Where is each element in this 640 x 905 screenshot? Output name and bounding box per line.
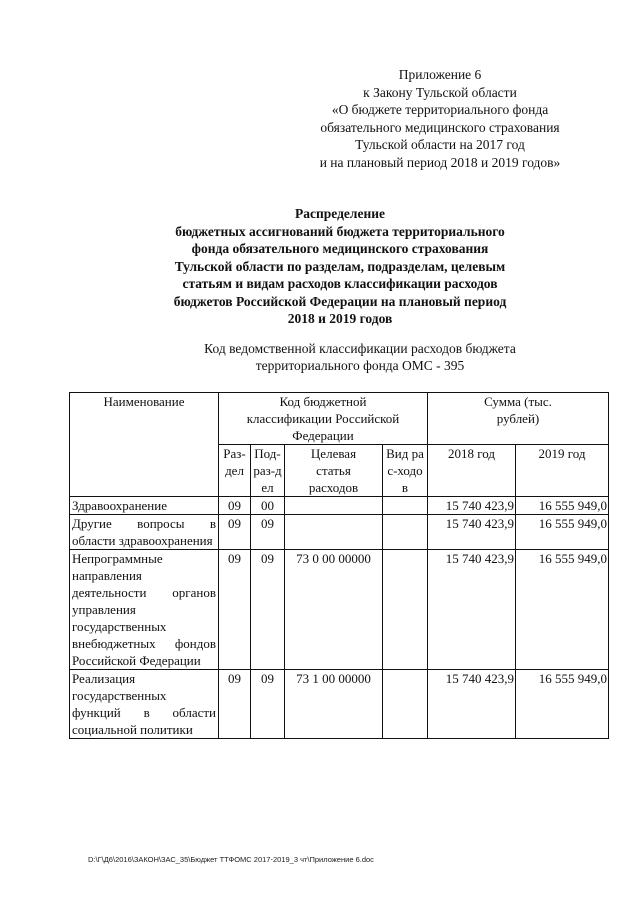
header-razdel: Раз-дел — [219, 445, 251, 497]
row-razdel: 09 — [219, 670, 251, 739]
header-target-text: Целевая статья расходов — [308, 446, 359, 495]
annex-line: обязательного медицинского страхования — [320, 119, 560, 135]
title-line: 2018 и 2019 годов — [287, 311, 393, 326]
header-sum-group-text: Сумма (тыс. рублей) — [484, 394, 552, 426]
row-sum-2019: 16 555 949,0 — [516, 550, 609, 670]
title-line: бюджетных ассигнований бюджета территориального — [175, 223, 505, 239]
file-path-footer: D:\Г\Д6\2016\ЗАКОН\ЗАС_35\Бюджет ТТФОМС 2017-2019_3 чт\Приложение 6.doc — [88, 855, 374, 864]
row-target — [285, 497, 383, 515]
row-vid — [383, 550, 428, 670]
row-podrazdel: 00 — [251, 497, 285, 515]
annex-line: Тульской области на 2017 год — [355, 137, 525, 152]
annex-line: Приложение 6 — [398, 67, 482, 82]
row-sum-2018: 15 740 423,9 — [428, 670, 516, 739]
row-podrazdel: 09 — [251, 550, 285, 670]
title-line: фонда обязательного медицинского страхования — [191, 241, 489, 256]
table-row — [70, 550, 609, 670]
row-podrazdel: 09 — [251, 670, 285, 739]
table-row — [70, 670, 609, 739]
header-target — [285, 445, 383, 497]
header-sum-group — [428, 393, 609, 445]
header-2018: 2018 год — [428, 445, 516, 497]
title-line: Тульской области по разделам, подразделам, целевым — [174, 258, 506, 274]
row-vid — [383, 670, 428, 739]
header-code-group-text: Код бюджетной классификации Российской Федерации — [246, 394, 400, 443]
row-sum-2018: 15 740 423,9 — [428, 515, 516, 550]
row-sum-2018: 15 740 423,9 — [428, 497, 516, 515]
row-target: 73 0 00 00000 — [285, 550, 383, 670]
annex-block — [300, 66, 580, 171]
annex-line: и на плановый период 2018 и 2019 годов» — [319, 154, 561, 170]
header-name: Наименование — [70, 393, 219, 497]
budget-table — [69, 392, 609, 739]
header-2019: 2019 год — [516, 445, 609, 497]
row-podrazdel: 09 — [251, 515, 285, 550]
row-name: Реализация государственных функций в области социальной политики — [70, 670, 219, 739]
row-target — [285, 515, 383, 550]
row-sum-2019: 16 555 949,0 — [516, 497, 609, 515]
annex-line: к Закону Тульской области — [363, 84, 517, 100]
row-razdel: 09 — [219, 515, 251, 550]
department-code-caption — [160, 340, 560, 374]
row-razdel: 09 — [219, 497, 251, 515]
title-line: Распределение — [294, 206, 386, 221]
row-sum-2019: 16 555 949,0 — [516, 515, 609, 550]
row-vid — [383, 515, 428, 550]
row-sum-2018: 15 740 423,9 — [428, 550, 516, 670]
header-vid: Вид рас-ходов — [383, 445, 428, 497]
table-row — [70, 515, 609, 550]
header-podrazdel: Под-раз-дел — [251, 445, 285, 497]
table-row — [70, 497, 609, 515]
header-code-group — [219, 393, 428, 445]
title-line: статьям и видам расходов классификации расходов — [182, 276, 498, 291]
row-target: 73 1 00 00000 — [285, 670, 383, 739]
table-header-row — [70, 393, 609, 445]
row-name: Здравоохранение — [70, 497, 219, 515]
row-vid — [383, 497, 428, 515]
document-title — [120, 205, 560, 328]
row-name: Непрограммные направления деятельности органов управления государственных внебюджетных фондов Российской Федерации — [70, 550, 219, 670]
title-line: бюджетов Российской Федерации на плановый период — [173, 293, 507, 309]
annex-line: «О бюджете территориального фонда — [331, 102, 549, 117]
subtitle-line: территориального фонда ОМС - 395 — [255, 358, 465, 373]
subtitle-line: Код ведомственной классификации расходов бюджета — [204, 341, 516, 356]
row-sum-2019: 16 555 949,0 — [516, 670, 609, 739]
row-name: Другие вопросы в области здравоохранения — [70, 515, 219, 550]
row-razdel: 09 — [219, 550, 251, 670]
